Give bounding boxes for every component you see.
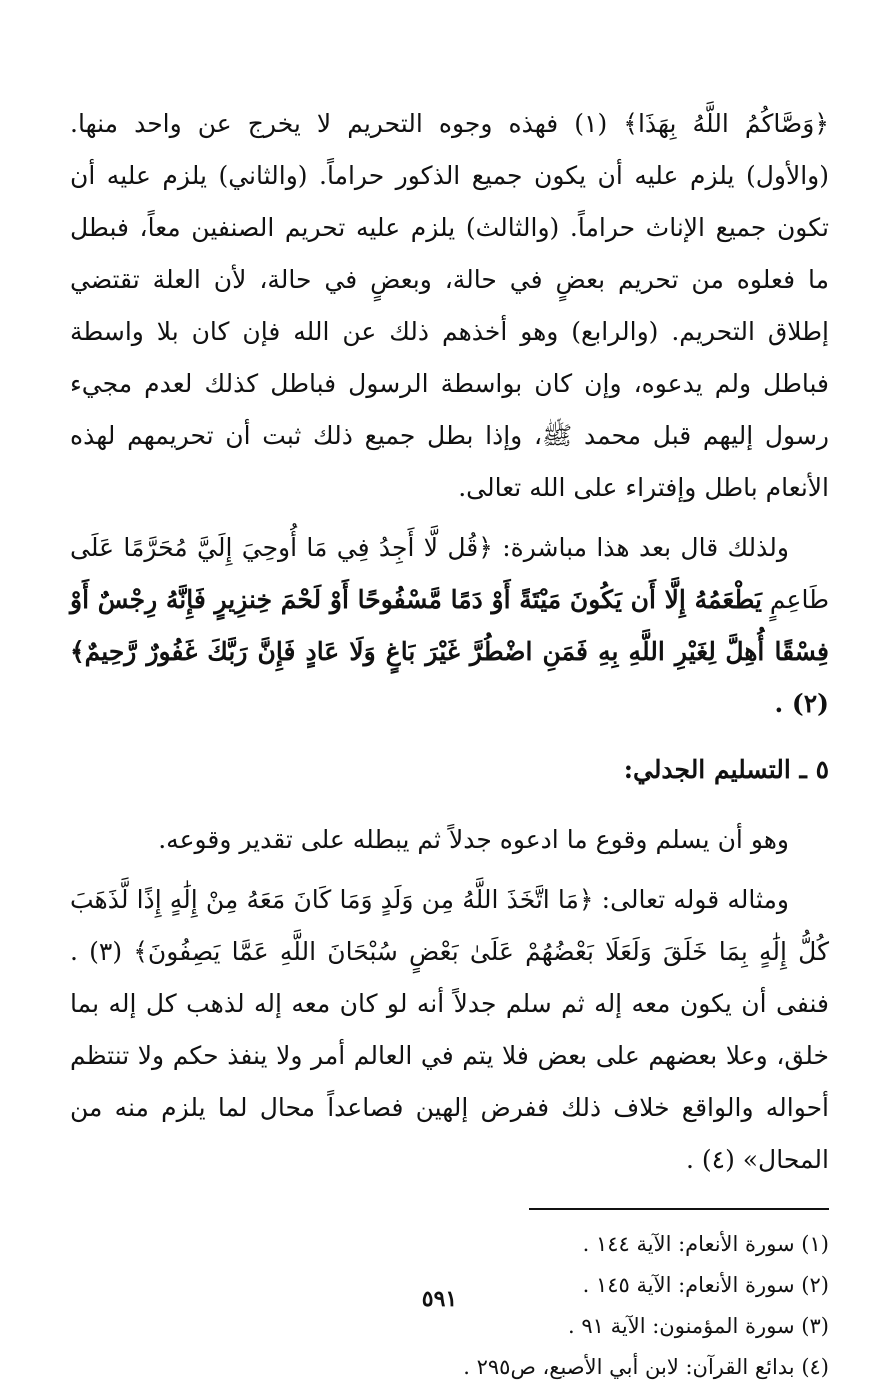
text-line: ومثاله قوله تعالى: ﴿مَا اتَّخَذَ اللَّهُ مِن وَلَدٍ وَمَا كَانَ مَعَهُ مِنْ إِلَٰهٍ إِذًا لَّذَهَبَ كُلُّ — [70, 885, 829, 966]
section-example — [70, 874, 829, 1186]
text-line: إِلَٰهٍ بِمَا خَلَقَ وَلَعَلَا بَعْضُهُمْ عَلَىٰ بَعْضٍ سُبْحَانَ اللَّهِ عَمَّا يَصِفُونَ﴾ (٣) . فنفى أن يكون — [70, 937, 830, 1018]
text-line: الأنعام باطل وإفتراء على الله تعالى. — [458, 473, 829, 502]
text-line: على بعض فلا يتم في العالم أمر ولا ينفذ حكم ولا تنتظم أحواله والواقع — [70, 1041, 830, 1122]
footnote-divider — [529, 1208, 829, 1210]
text-line: ولذلك قال بعد هذا مباشرة: ﴿قُل لَّا أَجِدُ فِي مَا أُوحِيَ إِلَيَّ مُحَرَّمًا عَلَى طَاعِمٍ — [70, 533, 829, 614]
footnote-item: (٤) بدائع القرآن: لابن أبي الأصبع، ص٢٩٥ . — [463, 1355, 829, 1379]
text-line: إطلاق التحريم. (والرابع) وهو أخذهم ذلك عن الله فإن كان بلا واسطة — [70, 317, 829, 346]
text-line: فباطل ولم يدعوه، وإن كان بواسطة الرسول فباطل كذلك لعدم مجيء — [70, 369, 829, 398]
text-line: معه إله ثم سلم جدلاً أنه لو كان معه إله لذهب كل إله بما خلق، وعلا بعضهم — [70, 989, 829, 1070]
footnote-item: (٢) سورة الأنعام: الآية ١٤٥ . — [582, 1273, 829, 1297]
text-line: رسول إليهم قبل محمد ﷺ، وإذا بطل جميع ذلك ثبت أن تحريمهم لهذه — [70, 421, 829, 450]
quran-verse-line: لِغَيْرِ اللَّهِ بِهِ فَمَنِ اضْطُرَّ غَيْرَ بَاغٍ وَلَا عَادٍ فَإِنَّ رَبَّكَ غَفُورٌ رَّحِيمٌ﴾ (٢) . — [70, 637, 829, 718]
section-definition: وهو أن يسلم وقوع ما ادعوه جدلاً ثم يبطله على تقدير وقوعه. — [158, 825, 789, 854]
body-text — [70, 98, 829, 1186]
text-line: ﴿وَصَّاكُمُ اللَّهُ بِهَذَا﴾ (١) فهذه وجوه التحريم لا يخرج عن واحد منها. — [70, 109, 829, 138]
text-line: (والأول) يلزم عليه أن يكون جميع الذكور حراماً. (والثاني) يلزم عليه أن — [70, 161, 829, 190]
page-number: ٥٩١ — [421, 1286, 458, 1312]
text-line: تكون جميع الإناث حراماً. (والثالث) يلزم عليه تحريم الصنفين معاً، فبطل — [70, 213, 829, 242]
page-content — [70, 98, 829, 1398]
text-line: خلاف ذلك ففرض إلهين فصاعداً محال لما يلزم منه من المحال» (٤) . — [70, 1093, 829, 1174]
paragraph-prohibition-aspects — [70, 98, 829, 514]
quran-verse-line: يَطْعَمُهُ إِلَّا أَن يَكُونَ مَيْتَةً أَوْ دَمًا مَّسْفُوحًا أَوْ لَحْمَ خِنزِيرٍ فَإِنَّهُ رِجْسٌ أَوْ فِسْقًا أُهِلَّ — [70, 585, 830, 666]
footnote-item: (٣) سورة المؤمنون: الآية ٩١ . — [568, 1314, 829, 1338]
section-heading: ٥ ـ التسليم الجدلي: — [623, 755, 829, 784]
footnote-item: (١) سورة الأنعام: الآية ١٤٤ . — [582, 1232, 829, 1256]
text-line: ما فعلوه من تحريم بعضٍ في حالة، وبعضٍ في حالة، لأن العلة تقتضي — [70, 265, 829, 294]
paragraph-quran-verse — [70, 522, 829, 730]
